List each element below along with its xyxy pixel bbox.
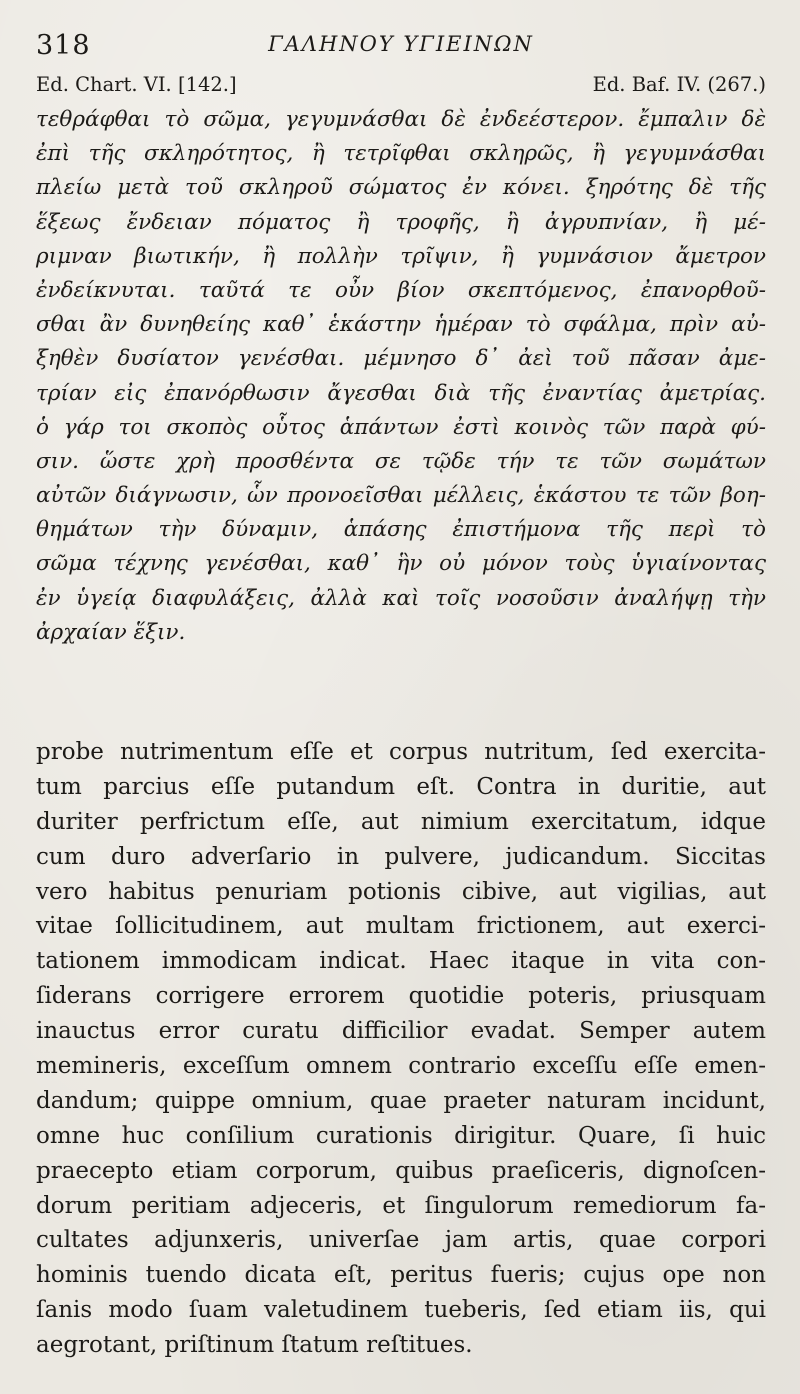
latin-text-block	[36, 735, 766, 1363]
latin-line: inauctus error curatu difficilior evadat. Semper autem	[36, 1018, 766, 1045]
latin-line: praecepto etiam corporum, quibus praeſiceris, dignoſcen-	[36, 1157, 766, 1184]
greek-line: θημάτων τὴν δύναμιν, ἁπάσης ἐπιστήμονα τῆς περὶ τὸ	[36, 517, 766, 543]
greek-line: σθαι ἂν δυνηθείης καθ᾽ ἑκάστην ἡμέραν τὸ σφάλμα, πρὶν αὐ-	[36, 312, 766, 338]
latin-line: cultates adjunxeris, univerſae jam artis, quae corpori	[36, 1227, 766, 1254]
greek-line: ἐπὶ τῆς σκληρότητος, ἢ τετρῖφθαι σκληρῶς, ἢ γεγυμνάσθαι	[36, 141, 766, 167]
edition-ref-basel: Ed. Baf. IV. (267.)	[592, 73, 766, 96]
latin-line: dorum peritiam adjeceris, et ſingulorum remediorum fa-	[36, 1192, 766, 1219]
latin-line: memineris, exceſſum omnem contrario exceſſu eſſe emen-	[36, 1053, 766, 1080]
page-number: 318	[36, 30, 91, 61]
latin-line: vero habitus penuriam potionis cibive, aut vigilias, aut	[36, 878, 766, 905]
edition-ref-chartier: Ed. Chart. VI. [142.]	[36, 73, 237, 96]
latin-line: probe nutrimentum eſſe et corpus nutritum, ſed exercita-	[36, 739, 766, 765]
latin-line: dandum; quippe omnium, quae praeter naturam incidunt,	[36, 1087, 766, 1114]
latin-line: ſanis modo ſuam valetudinem tueberis, ſed etiam iis, qui	[36, 1297, 766, 1324]
greek-line: ἀρχαίαν ἕξιν.	[36, 619, 186, 645]
running-title: ΓΑΛΗΝΟΥ ΥΓΙΕΙΝΩΝ	[268, 32, 534, 56]
latin-line: cum duro adverſario in pulvere, judicandum. Siccitas	[36, 843, 766, 870]
greek-line: ριμναν βιωτικήν, ἢ πολλὴν τρῖψιν, ἢ γυμνάσιον ἄμετρον	[36, 243, 766, 269]
greek-line: αὐτῶν διάγνωσιν, ὧν προνοεῖσθαι μέλλεις, ἑκάστου τε τῶν βοη-	[36, 483, 766, 509]
greek-line: ὁ γάρ τοι σκοπὸς οὗτος ἁπάντων ἐστὶ κοινὸς τῶν παρὰ φύ-	[36, 414, 766, 440]
latin-line: vitae ſollicitudinem, aut multam frictionem, aut exerci-	[36, 913, 766, 940]
greek-line: ἐν ὑγείᾳ διαφυλάξεις, ἀλλὰ καὶ τοῖς νοσοῦσιν ἀναλήψῃ τὴν	[36, 585, 766, 611]
page-header	[36, 22, 766, 62]
greek-line: σῶμα τέχνης γενέσθαι, καθ᾽ ἣν οὐ μόνον τοὺς ὑγιαίνοντας	[36, 551, 766, 577]
greek-line: τρίαν εἰς ἐπανόρθωσιν ἄγεσθαι διὰ τῆς ἐναντίας ἀμετρίας.	[36, 380, 766, 406]
latin-line: aegrotant, priſtinum ſtatum reſtitues.	[36, 1332, 473, 1359]
greek-text-block	[36, 103, 766, 650]
latin-line: duriter perfrictum eſſe, aut nimium exercitatum, idque	[36, 808, 766, 835]
greek-line: πλείω μετὰ τοῦ σκληροῦ σώματος ἐν κόνει. ξηρότης δὲ τῆς	[36, 175, 766, 201]
greek-line: ξηθὲν δυσίατον γενέσθαι. μέμνησο δ᾽ ἀεὶ τοῦ πᾶσαν ἀμε-	[36, 346, 766, 372]
greek-line: ἕξεως ἔνδειαν πόματος ἢ τροφῆς, ἢ ἀγρυπνίαν, ἢ μέ-	[36, 209, 766, 235]
latin-line: hominis tuendo dicata eſt, peritus fueris; cujus ope non	[36, 1262, 766, 1289]
latin-line: omne huc conſilium curationis dirigitur. Quare, ſi huic	[36, 1122, 766, 1149]
latin-line: tationem immodicam indicat. Haec itaque in vita con-	[36, 948, 766, 975]
greek-line: ἐνδείκνυται. ταῦτά τε οὖν βίον σκεπτόμενος, ἐπανορθοῦ-	[36, 277, 766, 303]
greek-line: σιν. ὥστε χρὴ προσθέντα σε τῷδε τήν τε τῶν σωμάτων	[36, 448, 766, 474]
latin-line: tum parcius eſſe putandum eſt. Contra in duritie, aut	[36, 773, 766, 800]
edition-references	[36, 73, 766, 103]
latin-line: ſiderans corrigere errorem quotidie poteris, priusquam	[36, 983, 766, 1010]
greek-line: τεθράφθαι τὸ σῶμα, γεγυμνάσθαι δὲ ἐνδεέστερον. ἔμπαλιν δὲ	[36, 107, 766, 132]
